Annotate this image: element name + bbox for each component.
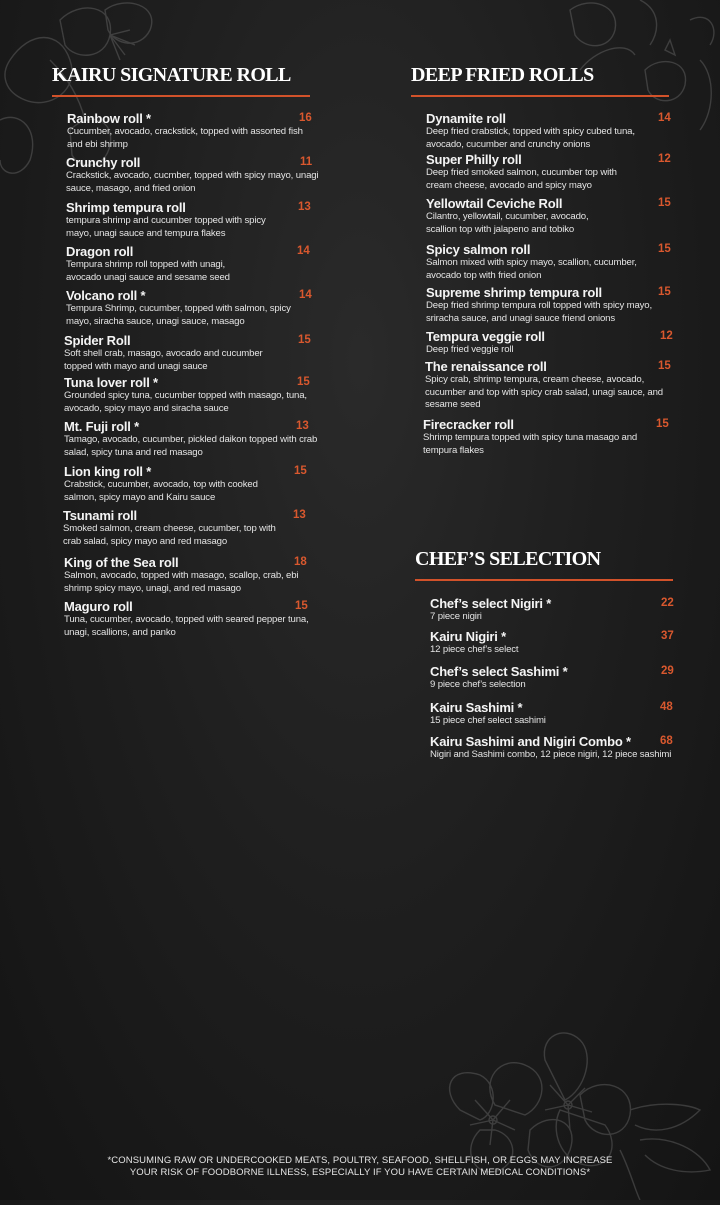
item-price: 18	[294, 556, 307, 568]
disclaimer-line-2: YOUR RISK OF FOODBORNE ILLNESS, ESPECIALLY IF YOU HAVE CERTAIN MEDICAL CONDITIONS*	[129, 1167, 591, 1178]
item-price: 15	[656, 418, 669, 430]
item-name: Chef’s select Nigiri *	[430, 596, 552, 611]
menu-item	[64, 419, 324, 459]
disclaimer-line-1: *CONSUMING RAW OR UNDERCOOKED MEATS, POULTRY, SEAFOOD, SHELLFISH, OR EGGS MAY INCREASE	[107, 1155, 613, 1166]
menu-item	[426, 242, 676, 282]
item-price: 14	[299, 289, 312, 301]
item-name: Kairu Sashimi and Nigiri Combo *	[430, 734, 631, 749]
menu-item	[430, 629, 680, 657]
item-description: Deep fried crabstick, topped with spicy cubed tuna, avocado, cucumber and crunchy onions	[426, 126, 635, 150]
item-description: Tuna, cucumber, avocado, topped with seared pepper tuna, unagi, scallions, and panko	[64, 614, 309, 638]
menu-item	[63, 508, 313, 548]
item-name: Lion king roll *	[64, 464, 152, 479]
menu-item	[430, 734, 700, 762]
item-price: 12	[660, 330, 673, 342]
menu-item	[64, 599, 314, 639]
item-description: Tamago, avocado, cucumber, pickled daikon topped with crab salad, spicy tuna and red masago	[64, 434, 318, 458]
item-name: Yellowtail Ceviche Roll	[426, 196, 563, 211]
item-description: Tempura shrimp roll topped with unagi, avocado unagi sauce and sesame seed	[66, 259, 230, 283]
menu-item	[426, 152, 676, 192]
item-price: 14	[658, 112, 671, 124]
item-price: 11	[300, 156, 313, 168]
item-name: Firecracker roll	[423, 417, 514, 432]
item-name: The renaissance roll	[425, 359, 547, 374]
item-price: 68	[660, 735, 673, 747]
item-name: Tuna lover roll *	[64, 375, 158, 390]
section-kairu-signature-roll	[52, 64, 310, 97]
menu-item	[64, 375, 314, 415]
item-name: Maguro roll	[64, 599, 133, 614]
item-price: 13	[296, 420, 309, 432]
menu-item	[426, 196, 676, 236]
item-price: 15	[295, 600, 308, 612]
item-name: Kairu Nigiri *	[430, 629, 506, 644]
menu-item	[423, 417, 673, 457]
item-description: Deep fried shrimp tempura roll topped with spicy mayo, sriracha sauce, and unagi sauce friend onions	[426, 300, 652, 324]
menu-item	[66, 244, 316, 284]
item-description: Nigiri and Sashimi combo, 12 piece nigiri, 12 piece sashimi	[430, 749, 672, 760]
item-name: King of the Sea roll	[64, 555, 179, 570]
item-description: tempura shrimp and cucumber topped with spicy mayo, unagi sauce and tempura flakes	[66, 215, 266, 239]
item-price: 29	[661, 665, 674, 677]
item-name: Shrimp tempura roll	[66, 200, 186, 215]
item-name: Rainbow roll *	[67, 111, 151, 126]
item-description: 7 piece nigiri	[430, 611, 482, 622]
menu-item	[426, 329, 676, 357]
item-price: 48	[660, 701, 673, 713]
section-title: CHEF’S SELECTION	[415, 548, 601, 570]
item-description: Soft shell crab, masago, avocado and cucumber topped with mayo and unagi sauce	[64, 348, 263, 372]
item-price: 15	[658, 360, 671, 372]
item-price: 12	[658, 153, 671, 165]
item-description: Crackstick, avocado, cucmber, topped with spicy mayo, unagi sauce, masago, and fried onion	[66, 170, 319, 194]
menu-item	[64, 555, 314, 595]
menu-item	[430, 664, 680, 692]
item-price: 37	[661, 630, 674, 642]
item-name: Tempura veggie roll	[426, 329, 545, 344]
item-price: 13	[298, 201, 311, 213]
menu-item	[66, 288, 316, 328]
section-divider	[52, 95, 310, 97]
item-description: Smoked salmon, cream cheese, cucumber, top with crab salad, spicy mayo and red masago	[63, 523, 276, 547]
item-description: Cilantro, yellowtail, cucumber, avocado, scallion top with jalapeno and tobiko	[426, 211, 589, 235]
item-name: Crunchy roll	[66, 155, 141, 170]
item-description: Deep fried smoked salmon, cucumber top with cream cheese, avocado and spicy mayo	[426, 167, 617, 191]
item-description: 9 piece chef’s selection	[430, 679, 526, 690]
menu-item	[426, 111, 676, 151]
section-divider	[415, 579, 673, 581]
item-name: Spider Roll	[64, 333, 131, 348]
item-description: Grounded spicy tuna, cucumber topped with masago, tuna, avocado, spicy mayo and siracha sauce	[64, 390, 307, 414]
item-name: Tsunami roll	[63, 508, 137, 523]
item-name: Volcano roll *	[66, 288, 146, 303]
item-description: Deep fried veggie roll	[426, 344, 514, 355]
item-description: 15 piece chef select sashimi	[430, 715, 546, 726]
item-description: Spicy crab, shrimp tempura, cream cheese, avocado, cucumber and top with spicy crab salad, unagi sauce, and sesame seed	[425, 374, 663, 410]
menu-item	[426, 285, 686, 325]
item-price: 16	[299, 112, 312, 124]
item-price: 15	[294, 465, 307, 477]
item-price: 22	[661, 597, 674, 609]
item-description: Shrimp tempura topped with spicy tuna masago and tempura flakes	[423, 432, 638, 456]
item-description: Cucumber, avocado, crackstick, topped with assorted fish and ebi shrimp	[67, 126, 303, 150]
item-description: Salmon mixed with spicy mayo, scallion, cucumber, avocado top with fried onion	[426, 257, 637, 281]
item-name: Kairu Sashimi *	[430, 700, 523, 715]
item-price: 15	[658, 197, 671, 209]
item-description: 12 piece chef’s select	[430, 644, 519, 655]
item-price: 15	[297, 376, 310, 388]
item-price: 14	[297, 245, 310, 257]
menu-item	[430, 700, 680, 728]
menu-item	[66, 155, 319, 195]
item-description: Salmon, avocado, topped with masago, scallop, crab, ebi shrimp spicy mayo, unagi, and red masago	[64, 570, 299, 594]
section-divider	[411, 95, 669, 97]
item-description: Tempura Shrimp, cucumber, topped with salmon, spicy mayo, siracha sauce, unagi sauce, masago	[66, 303, 291, 327]
item-name: Dynamite roll	[426, 111, 506, 126]
section-deep-fried-rolls	[411, 64, 669, 97]
menu-item	[64, 333, 314, 373]
item-price: 15	[298, 334, 311, 346]
section-chefs-selection	[415, 548, 673, 581]
item-name: Mt. Fuji roll *	[64, 419, 139, 434]
menu-item	[425, 359, 675, 412]
menu-item	[430, 596, 680, 624]
section-title: DEEP FRIED ROLLS	[411, 64, 594, 86]
food-safety-disclaimer	[0, 1155, 720, 1179]
item-price: 13	[293, 509, 306, 521]
menu-item	[67, 111, 312, 151]
item-name: Spicy salmon roll	[426, 242, 531, 257]
section-title: KAIRU SIGNATURE ROLL	[52, 64, 291, 86]
item-name: Chef’s select Sashimi *	[430, 664, 568, 679]
menu-item	[66, 200, 316, 240]
item-price: 15	[658, 243, 671, 255]
item-description: Crabstick, cucumber, avocado, top with cooked salmon, spicy mayo and Kairu sauce	[64, 479, 258, 503]
menu-item	[64, 464, 314, 504]
item-name: Super Philly roll	[426, 152, 522, 167]
item-price: 15	[658, 286, 671, 298]
item-name: Dragon roll	[66, 244, 134, 259]
item-name: Supreme shrimp tempura roll	[426, 285, 602, 300]
